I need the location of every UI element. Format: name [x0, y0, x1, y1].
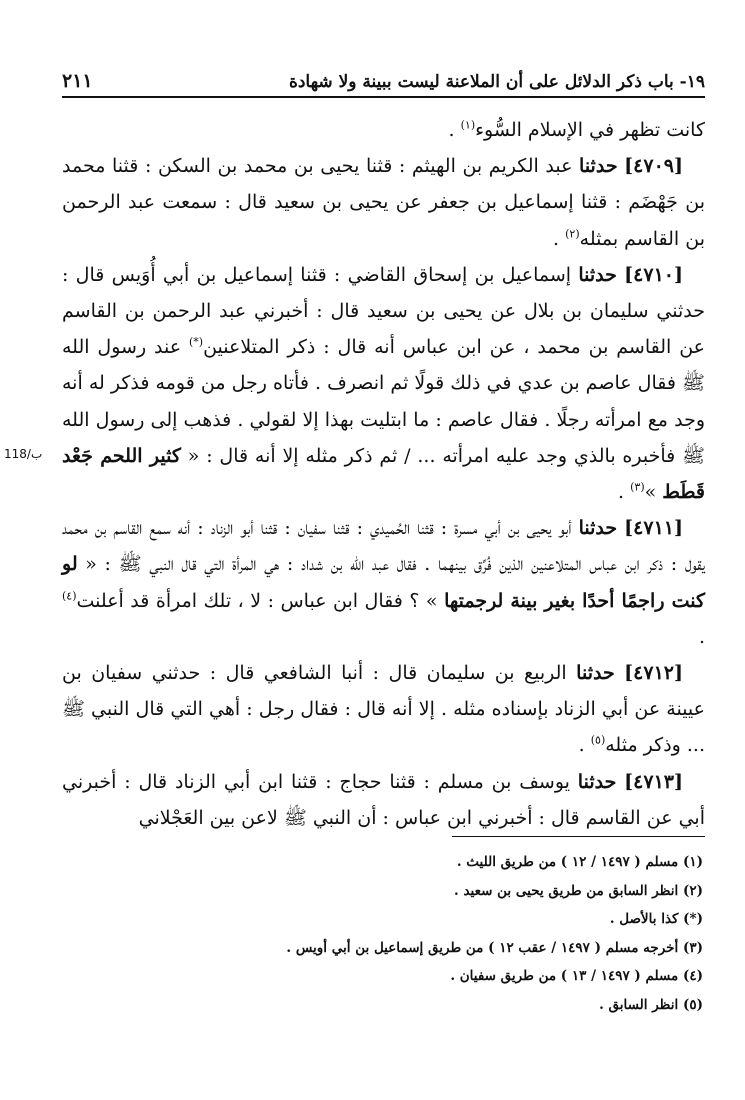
- hadith-text: إسماعيل بن إسحاق القاضي : قثنا إسماعيل بن أبي أُوَيس قال : حدثني سليمان بن بلال عن يحيى بن سعيد قال : أخبرني عبد الرحمن بن القاسم عن القاسم بن محمد ، عن ابن عباس أنه قال : ذكر المتلاعنين: [62, 263, 706, 359]
- hadith-lead: حدثنا: [579, 155, 618, 178]
- footnote-star: (*) كذا بالأصل .: [609, 911, 703, 927]
- hadith-text-cont: عند رسول الله ﷺ فقال عاصم بن عدي في ذلك قولًا ثم انصرف . فأتاه رجل من قومه فذكر له أنه وجد مع امرأته رجلًا . فقال عاصم : ما ابتليت بهذا إلا لقولي . فذهب إلى رسول الله ﷺ فأخبره بالذي وجد عليه امرأته ... / ثم ذكر مثله إلا أنه قال : «: [62, 336, 705, 467]
- footnote-5: (٥) انظر السابق .: [599, 996, 703, 1013]
- footnote-2: (٢) انظر السابق من طريق يحيى بن سعيد .: [454, 882, 703, 899]
- footnotes: [62, 848, 703, 1019]
- page-number: ٢١١: [62, 70, 93, 92]
- hadith-number: [٤٧١٠]: [624, 263, 683, 286]
- hadith-lead: حدثنا: [577, 770, 617, 793]
- hadith-text-cont: » ؟ فقال ابن عباس : لا ، تلك امرأة قد أعلنت: [76, 589, 445, 612]
- footnote-ref: (٥): [590, 734, 606, 748]
- chapter-title: ١٩- باب ذكر الدلائل على أن الملاعنة ليست ببينة ولا شهادة: [288, 72, 705, 92]
- hadith-lead: حدثنا: [578, 263, 617, 286]
- footnote-1: (١) مسلم ( ١٤٩٧ / ١٢ ) من طريق الليث .: [456, 854, 703, 870]
- hadith-text: أبو يحيى بن أبي مسرة : قثنا الحُميدي : قثنا سفيان : قثنا أبو الزناد : أنه سمع القاسم بن محمد يقول : ذكر ابن عباس المتلاعنين الذين فُرِّق بينهما . فقال عبد الله بن شداد : هي المرأة التي قال النبي ﷺ : «: [62, 517, 705, 576]
- hadith-number: [٤٧١٣]: [624, 770, 683, 793]
- footnote-4: (٤) مسلم ( ١٤٩٧ / ١٣ ) من طريق سفيان .: [450, 968, 703, 984]
- hadith-number: [٤٧٠٩]: [624, 155, 683, 178]
- hadith-lead: حدثنا: [576, 662, 615, 685]
- footnote-ref: (*): [188, 335, 204, 349]
- prophetic-quote: كثير اللحم جَعْد قَطَط: [62, 444, 705, 504]
- footnote-ref: (١): [460, 118, 476, 132]
- hadith-4713: [62, 764, 705, 836]
- hadith-text: عبد الكريم بن الهيثم : قثنا يحيى بن محمد بن السكن : قثنا محمد بن جَهْضَم : قثنا إسماعيل بن جعفر عن يحيى بن سعيد قال : سمعت عبد الرحمن بن القاسم بمثله: [62, 155, 705, 250]
- prophetic-quote: لو كنت راجمًا أحدًا بغير بينة لرجمتها: [62, 553, 706, 612]
- quote-close: »: [644, 481, 663, 504]
- hadith-lead: حدثنا: [578, 517, 618, 540]
- paragraph-tail: .: [618, 481, 631, 504]
- footnote-3: (٣) أخرجه مسلم ( ١٤٩٧ / عقب ١٢ ) من طريق إسماعيل بن أبي أويس .: [286, 939, 703, 956]
- footnote-ref: (٤): [62, 589, 77, 603]
- paragraph-text: كانت تظهر في الإسلام السُّوء: [475, 119, 705, 141]
- hadith-4711: [62, 510, 705, 655]
- hadith-text: الربيع بن سليمان قال : أنبا الشافعي قال : حدثني سفيان بن عيينة عن أبي الزناد بإسناده مثله . إلا أنه قال : فقال رجل : أهي التي قال النبي ﷺ ... وذكر مثله: [62, 662, 705, 757]
- hadith-number: [٤٧١٢]: [624, 662, 683, 685]
- paragraph-tail: .: [698, 625, 705, 648]
- hadith-4712: [62, 655, 705, 764]
- hadith-text: يوسف بن مسلم : قثنا حجاج : قثنا ابن أبي الزناد قال : أخبرني أبي عن القاسم قال : أخبرني ابن عباس : أن النبي ﷺ لاعن بين العَجْلاني: [62, 770, 705, 829]
- hadith-number: [٤٧١١]: [624, 517, 683, 540]
- paragraph-tail: .: [448, 119, 461, 141]
- main-text: [62, 112, 705, 836]
- hadith-4710: [62, 257, 705, 510]
- manuscript-folio-marker: 118/ب: [4, 447, 43, 461]
- hadith-4709: [62, 148, 705, 257]
- running-header: [62, 56, 705, 98]
- footnote-ref: (٣): [630, 480, 645, 494]
- footnote-divider: [452, 836, 705, 837]
- paragraph-tail: .: [578, 734, 591, 757]
- paragraph-tail: .: [553, 227, 566, 250]
- footnote-ref: (٢): [565, 227, 580, 241]
- paragraph-continuation: [62, 112, 705, 148]
